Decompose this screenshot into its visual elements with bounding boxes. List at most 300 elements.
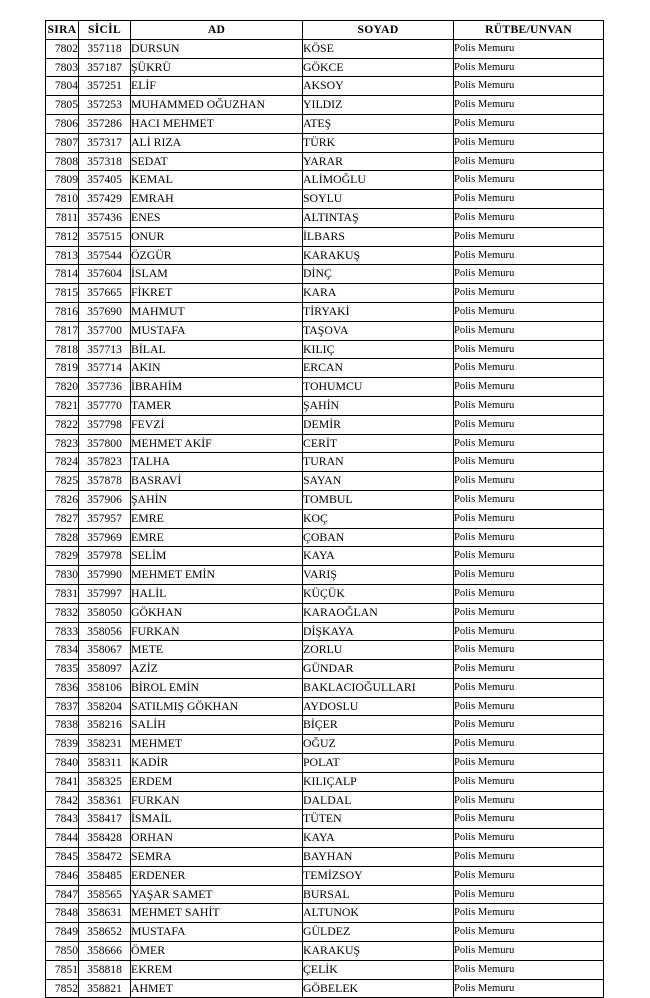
table-row <box>46 810 604 829</box>
cell-rutbe: Polis Memuru <box>454 208 604 227</box>
cell-sicil: 357906 <box>79 490 131 509</box>
cell-sira: 7839 <box>46 735 79 754</box>
cell-ad: ERDEM <box>131 772 303 791</box>
cell-sira: 7820 <box>46 378 79 397</box>
personnel-roster-table <box>45 20 604 998</box>
cell-sira: 7829 <box>46 547 79 566</box>
cell-sira: 7819 <box>46 359 79 378</box>
cell-rutbe: Polis Memuru <box>454 415 604 434</box>
cell-rutbe: Polis Memuru <box>454 566 604 585</box>
cell-sicil: 357714 <box>79 359 131 378</box>
table-row <box>46 133 604 152</box>
cell-soyad: GÖKCE <box>303 58 454 77</box>
cell-sicil: 358818 <box>79 960 131 979</box>
column-header-ad: AD <box>131 21 303 40</box>
cell-sicil: 357823 <box>79 453 131 472</box>
cell-ad: HACI MEHMET <box>131 114 303 133</box>
cell-ad: EMRE <box>131 528 303 547</box>
cell-rutbe: Polis Memuru <box>454 152 604 171</box>
table-row <box>46 396 604 415</box>
cell-rutbe: Polis Memuru <box>454 603 604 622</box>
table-row <box>46 622 604 641</box>
cell-sira: 7805 <box>46 96 79 115</box>
cell-soyad: GÜNDAR <box>303 660 454 679</box>
cell-rutbe: Polis Memuru <box>454 490 604 509</box>
cell-soyad: YILDIZ <box>303 96 454 115</box>
table-row <box>46 660 604 679</box>
cell-ad: ÖZGÜR <box>131 246 303 265</box>
cell-rutbe: Polis Memuru <box>454 114 604 133</box>
cell-soyad: KARAOĞLAN <box>303 603 454 622</box>
column-header-sicil: SİCİL <box>79 21 131 40</box>
cell-sira: 7811 <box>46 208 79 227</box>
cell-ad: MEHMET <box>131 735 303 754</box>
cell-sicil: 357118 <box>79 39 131 58</box>
cell-sira: 7817 <box>46 321 79 340</box>
table-row <box>46 678 604 697</box>
cell-soyad: ÇOBAN <box>303 528 454 547</box>
cell-sira: 7814 <box>46 265 79 284</box>
cell-sira: 7826 <box>46 490 79 509</box>
cell-sira: 7846 <box>46 866 79 885</box>
cell-sicil: 358472 <box>79 848 131 867</box>
cell-soyad: BAKLACIOĞULLARI <box>303 678 454 697</box>
cell-sira: 7843 <box>46 810 79 829</box>
cell-soyad: GÜLDEZ <box>303 923 454 942</box>
cell-sicil: 357253 <box>79 96 131 115</box>
cell-sicil: 357978 <box>79 547 131 566</box>
cell-soyad: TOMBUL <box>303 490 454 509</box>
cell-sicil: 358050 <box>79 603 131 622</box>
cell-rutbe: Polis Memuru <box>454 979 604 998</box>
cell-sira: 7806 <box>46 114 79 133</box>
table-row <box>46 114 604 133</box>
cell-sira: 7802 <box>46 39 79 58</box>
cell-soyad: TÜRK <box>303 133 454 152</box>
cell-soyad: DİŞKAYA <box>303 622 454 641</box>
cell-sicil: 358325 <box>79 772 131 791</box>
table-row <box>46 415 604 434</box>
table-row <box>46 284 604 303</box>
cell-ad: MUHAMMED OĞUZHAN <box>131 96 303 115</box>
cell-sicil: 357665 <box>79 284 131 303</box>
cell-soyad: ALİMOĞLU <box>303 171 454 190</box>
cell-ad: SEDAT <box>131 152 303 171</box>
table-row <box>46 528 604 547</box>
cell-ad: SALİH <box>131 716 303 735</box>
cell-sicil: 358361 <box>79 791 131 810</box>
cell-rutbe: Polis Memuru <box>454 378 604 397</box>
cell-rutbe: Polis Memuru <box>454 39 604 58</box>
table-row <box>46 584 604 603</box>
cell-rutbe: Polis Memuru <box>454 848 604 867</box>
table-row <box>46 39 604 58</box>
cell-soyad: SAYAN <box>303 472 454 491</box>
cell-soyad: GÖBELEK <box>303 979 454 998</box>
table-row <box>46 152 604 171</box>
cell-sicil: 357878 <box>79 472 131 491</box>
cell-sira: 7836 <box>46 678 79 697</box>
table-row <box>46 603 604 622</box>
cell-soyad: KÖSE <box>303 39 454 58</box>
cell-sicil: 357990 <box>79 566 131 585</box>
cell-sira: 7852 <box>46 979 79 998</box>
cell-ad: SATILMIŞ GÖKHAN <box>131 697 303 716</box>
cell-rutbe: Polis Memuru <box>454 716 604 735</box>
cell-ad: BİLAL <box>131 340 303 359</box>
cell-rutbe: Polis Memuru <box>454 509 604 528</box>
table-row <box>46 208 604 227</box>
cell-sicil: 358231 <box>79 735 131 754</box>
cell-ad: MEHMET AKİF <box>131 434 303 453</box>
cell-sicil: 357798 <box>79 415 131 434</box>
cell-rutbe: Polis Memuru <box>454 302 604 321</box>
cell-rutbe: Polis Memuru <box>454 678 604 697</box>
cell-ad: ŞAHİN <box>131 490 303 509</box>
cell-sira: 7834 <box>46 641 79 660</box>
table-row <box>46 265 604 284</box>
cell-soyad: OĞUZ <box>303 735 454 754</box>
cell-sira: 7830 <box>46 566 79 585</box>
table-row <box>46 547 604 566</box>
cell-sicil: 358056 <box>79 622 131 641</box>
cell-sicil: 358204 <box>79 697 131 716</box>
cell-sicil: 357604 <box>79 265 131 284</box>
cell-sira: 7822 <box>46 415 79 434</box>
cell-rutbe: Polis Memuru <box>454 641 604 660</box>
cell-rutbe: Polis Memuru <box>454 829 604 848</box>
cell-soyad: TÜTEN <box>303 810 454 829</box>
cell-sicil: 358417 <box>79 810 131 829</box>
cell-sira: 7851 <box>46 960 79 979</box>
cell-soyad: KAYA <box>303 547 454 566</box>
table-row <box>46 716 604 735</box>
table-row <box>46 77 604 96</box>
cell-ad: AZİZ <box>131 660 303 679</box>
table-row <box>46 434 604 453</box>
cell-sicil: 358666 <box>79 942 131 961</box>
cell-sira: 7823 <box>46 434 79 453</box>
cell-sicil: 358097 <box>79 660 131 679</box>
cell-ad: ALİ RIZA <box>131 133 303 152</box>
cell-sira: 7824 <box>46 453 79 472</box>
cell-rutbe: Polis Memuru <box>454 584 604 603</box>
column-header-rutbe: RÜTBE/UNVAN <box>454 21 604 40</box>
table-row <box>46 302 604 321</box>
cell-soyad: ÇELİK <box>303 960 454 979</box>
cell-sira: 7835 <box>46 660 79 679</box>
table-row <box>46 735 604 754</box>
cell-ad: AHMET <box>131 979 303 998</box>
cell-soyad: TEMİZSOY <box>303 866 454 885</box>
table-row <box>46 96 604 115</box>
cell-soyad: AYDOSLU <box>303 697 454 716</box>
table-row <box>46 754 604 773</box>
cell-soyad: DALDAL <box>303 791 454 810</box>
cell-sicil: 358821 <box>79 979 131 998</box>
cell-rutbe: Polis Memuru <box>454 735 604 754</box>
cell-ad: İSLAM <box>131 265 303 284</box>
cell-sira: 7841 <box>46 772 79 791</box>
cell-ad: EKREM <box>131 960 303 979</box>
cell-rutbe: Polis Memuru <box>454 133 604 152</box>
table-row <box>46 359 604 378</box>
cell-rutbe: Polis Memuru <box>454 284 604 303</box>
cell-soyad: KILIÇ <box>303 340 454 359</box>
cell-rutbe: Polis Memuru <box>454 77 604 96</box>
cell-ad: BASRAVİ <box>131 472 303 491</box>
cell-rutbe: Polis Memuru <box>454 340 604 359</box>
cell-soyad: KAYA <box>303 829 454 848</box>
cell-sicil: 357286 <box>79 114 131 133</box>
cell-soyad: KARA <box>303 284 454 303</box>
cell-rutbe: Polis Memuru <box>454 528 604 547</box>
cell-ad: ERDENER <box>131 866 303 885</box>
table-row <box>46 509 604 528</box>
cell-rutbe: Polis Memuru <box>454 171 604 190</box>
cell-sicil: 357318 <box>79 152 131 171</box>
cell-sicil: 358485 <box>79 866 131 885</box>
cell-sira: 7833 <box>46 622 79 641</box>
cell-sicil: 357770 <box>79 396 131 415</box>
cell-rutbe: Polis Memuru <box>454 58 604 77</box>
cell-soyad: KARAKUŞ <box>303 942 454 961</box>
cell-sira: 7813 <box>46 246 79 265</box>
cell-ad: FEVZİ <box>131 415 303 434</box>
cell-sicil: 357969 <box>79 528 131 547</box>
column-header-soyad: SOYAD <box>303 21 454 40</box>
cell-sira: 7818 <box>46 340 79 359</box>
cell-rutbe: Polis Memuru <box>454 791 604 810</box>
cell-rutbe: Polis Memuru <box>454 923 604 942</box>
cell-sira: 7849 <box>46 923 79 942</box>
cell-sicil: 358216 <box>79 716 131 735</box>
cell-ad: SELİM <box>131 547 303 566</box>
cell-ad: SEMRA <box>131 848 303 867</box>
cell-ad: ONUR <box>131 227 303 246</box>
table-row <box>46 190 604 209</box>
cell-sira: 7804 <box>46 77 79 96</box>
cell-sicil: 357736 <box>79 378 131 397</box>
cell-soyad: CERİT <box>303 434 454 453</box>
cell-ad: HALİL <box>131 584 303 603</box>
table-row <box>46 772 604 791</box>
cell-sira: 7848 <box>46 904 79 923</box>
cell-rutbe: Polis Memuru <box>454 754 604 773</box>
cell-rutbe: Polis Memuru <box>454 359 604 378</box>
table-row <box>46 979 604 998</box>
column-header-sira: SIRA <box>46 21 79 40</box>
cell-sira: 7850 <box>46 942 79 961</box>
cell-rutbe: Polis Memuru <box>454 960 604 979</box>
table-row <box>46 791 604 810</box>
table-row <box>46 453 604 472</box>
table-row <box>46 246 604 265</box>
table-header <box>46 21 604 40</box>
cell-soyad: ALTINTAŞ <box>303 208 454 227</box>
cell-rutbe: Polis Memuru <box>454 246 604 265</box>
cell-soyad: ALTUNOK <box>303 904 454 923</box>
cell-soyad: TİRYAKİ <box>303 302 454 321</box>
cell-sira: 7821 <box>46 396 79 415</box>
table-body <box>46 39 604 998</box>
cell-rutbe: Polis Memuru <box>454 904 604 923</box>
cell-ad: TALHA <box>131 453 303 472</box>
cell-sicil: 357713 <box>79 340 131 359</box>
cell-sicil: 358428 <box>79 829 131 848</box>
cell-sicil: 357997 <box>79 584 131 603</box>
cell-sira: 7816 <box>46 302 79 321</box>
cell-ad: ENES <box>131 208 303 227</box>
cell-sira: 7838 <box>46 716 79 735</box>
cell-soyad: VARIŞ <box>303 566 454 585</box>
cell-sira: 7847 <box>46 885 79 904</box>
cell-sicil: 358311 <box>79 754 131 773</box>
cell-sicil: 358652 <box>79 923 131 942</box>
cell-sicil: 358565 <box>79 885 131 904</box>
cell-soyad: ZORLU <box>303 641 454 660</box>
cell-sira: 7832 <box>46 603 79 622</box>
table-row <box>46 904 604 923</box>
cell-soyad: AKSOY <box>303 77 454 96</box>
cell-soyad: YARAR <box>303 152 454 171</box>
cell-sicil: 357187 <box>79 58 131 77</box>
cell-rutbe: Polis Memuru <box>454 190 604 209</box>
cell-rutbe: Polis Memuru <box>454 396 604 415</box>
cell-ad: ŞÜKRÜ <box>131 58 303 77</box>
cell-ad: GÖKHAN <box>131 603 303 622</box>
cell-rutbe: Polis Memuru <box>454 942 604 961</box>
cell-ad: MEHMET EMİN <box>131 566 303 585</box>
table-row <box>46 848 604 867</box>
cell-ad: İSMAİL <box>131 810 303 829</box>
cell-rutbe: Polis Memuru <box>454 697 604 716</box>
table-row <box>46 641 604 660</box>
cell-soyad: ATEŞ <box>303 114 454 133</box>
cell-soyad: ERCAN <box>303 359 454 378</box>
cell-rutbe: Polis Memuru <box>454 547 604 566</box>
cell-soyad: KOÇ <box>303 509 454 528</box>
cell-rutbe: Polis Memuru <box>454 227 604 246</box>
cell-sicil: 357251 <box>79 77 131 96</box>
cell-ad: TAMER <box>131 396 303 415</box>
cell-sira: 7831 <box>46 584 79 603</box>
cell-soyad: İLBARS <box>303 227 454 246</box>
cell-soyad: ŞAHİN <box>303 396 454 415</box>
cell-sira: 7812 <box>46 227 79 246</box>
cell-ad: FURKAN <box>131 791 303 810</box>
cell-rutbe: Polis Memuru <box>454 453 604 472</box>
table-row <box>46 885 604 904</box>
table-row <box>46 490 604 509</box>
cell-rutbe: Polis Memuru <box>454 866 604 885</box>
cell-ad: MAHMUT <box>131 302 303 321</box>
cell-soyad: POLAT <box>303 754 454 773</box>
table-header-row <box>46 21 604 40</box>
table-row <box>46 171 604 190</box>
cell-soyad: BAYHAN <box>303 848 454 867</box>
cell-rutbe: Polis Memuru <box>454 772 604 791</box>
cell-soyad: KARAKUŞ <box>303 246 454 265</box>
cell-sicil: 357800 <box>79 434 131 453</box>
cell-rutbe: Polis Memuru <box>454 885 604 904</box>
cell-soyad: KÜÇÜK <box>303 584 454 603</box>
cell-ad: MUSTAFA <box>131 923 303 942</box>
table-row <box>46 960 604 979</box>
cell-ad: ORHAN <box>131 829 303 848</box>
cell-sira: 7840 <box>46 754 79 773</box>
table-row <box>46 829 604 848</box>
cell-sicil: 357700 <box>79 321 131 340</box>
table-row <box>46 697 604 716</box>
cell-sicil: 357544 <box>79 246 131 265</box>
cell-rutbe: Polis Memuru <box>454 434 604 453</box>
cell-ad: AKIN <box>131 359 303 378</box>
cell-sicil: 357957 <box>79 509 131 528</box>
cell-ad: FİKRET <box>131 284 303 303</box>
table-row <box>46 378 604 397</box>
cell-sira: 7815 <box>46 284 79 303</box>
cell-sira: 7807 <box>46 133 79 152</box>
cell-ad: ÖMER <box>131 942 303 961</box>
cell-soyad: BURSAL <box>303 885 454 904</box>
table-row <box>46 227 604 246</box>
cell-soyad: DİNÇ <box>303 265 454 284</box>
cell-ad: METE <box>131 641 303 660</box>
cell-ad: FURKAN <box>131 622 303 641</box>
cell-sira: 7808 <box>46 152 79 171</box>
cell-sira: 7828 <box>46 528 79 547</box>
cell-ad: İBRAHİM <box>131 378 303 397</box>
cell-sira: 7825 <box>46 472 79 491</box>
cell-ad: KEMAL <box>131 171 303 190</box>
cell-rutbe: Polis Memuru <box>454 622 604 641</box>
cell-ad: DURSUN <box>131 39 303 58</box>
cell-ad: MEHMET SAHİT <box>131 904 303 923</box>
cell-sira: 7844 <box>46 829 79 848</box>
table-row <box>46 923 604 942</box>
cell-sira: 7803 <box>46 58 79 77</box>
cell-soyad: SOYLU <box>303 190 454 209</box>
cell-sira: 7842 <box>46 791 79 810</box>
cell-sira: 7845 <box>46 848 79 867</box>
cell-rutbe: Polis Memuru <box>454 321 604 340</box>
cell-sicil: 357436 <box>79 208 131 227</box>
cell-rutbe: Polis Memuru <box>454 660 604 679</box>
table-row <box>46 58 604 77</box>
cell-rutbe: Polis Memuru <box>454 472 604 491</box>
cell-sira: 7827 <box>46 509 79 528</box>
table-row <box>46 340 604 359</box>
cell-ad: BİROL EMİN <box>131 678 303 697</box>
cell-sicil: 357317 <box>79 133 131 152</box>
cell-ad: KADİR <box>131 754 303 773</box>
table-row <box>46 321 604 340</box>
cell-sicil: 357690 <box>79 302 131 321</box>
cell-rutbe: Polis Memuru <box>454 265 604 284</box>
cell-sicil: 357405 <box>79 171 131 190</box>
cell-soyad: BİÇER <box>303 716 454 735</box>
cell-sicil: 357429 <box>79 190 131 209</box>
cell-soyad: TOHUMCU <box>303 378 454 397</box>
cell-sicil: 358106 <box>79 678 131 697</box>
cell-ad: EMRE <box>131 509 303 528</box>
cell-soyad: DEMİR <box>303 415 454 434</box>
cell-rutbe: Polis Memuru <box>454 810 604 829</box>
table-row <box>46 866 604 885</box>
cell-ad: YAŞAR SAMET <box>131 885 303 904</box>
table-row <box>46 942 604 961</box>
